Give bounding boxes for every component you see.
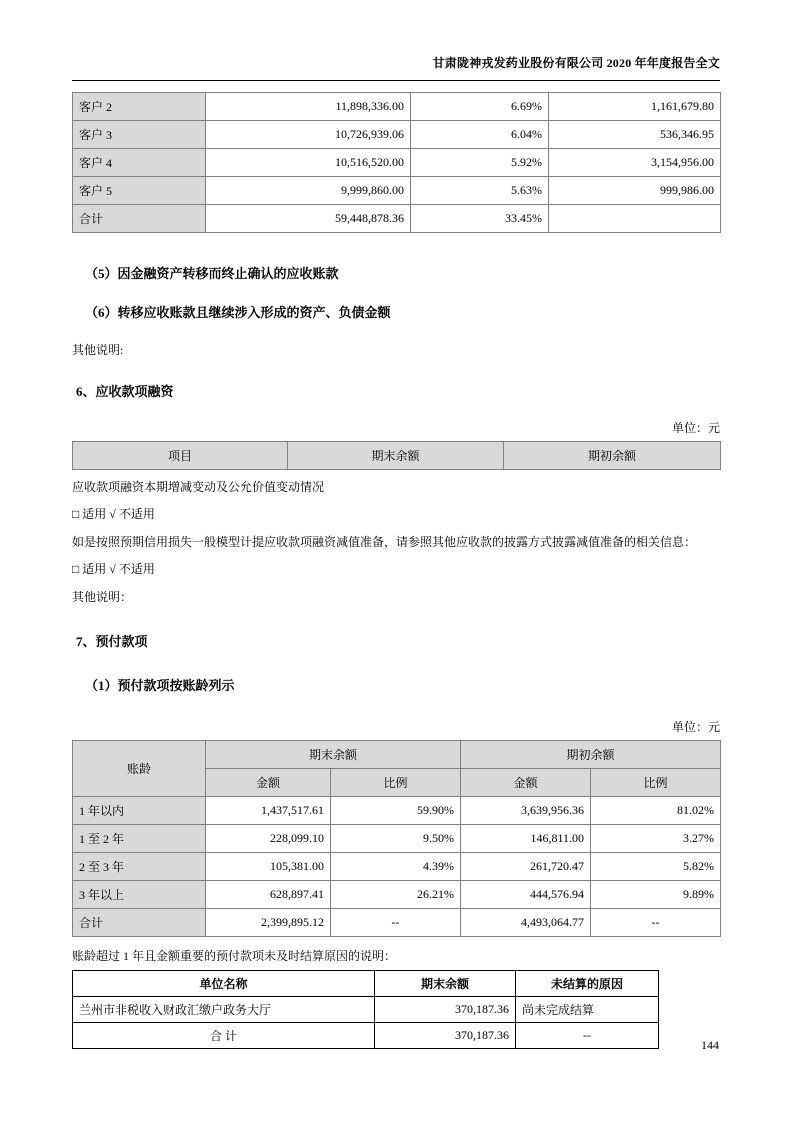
ratio-cell: 81.02% — [591, 796, 721, 824]
amount-cell: 105,381.00 — [206, 852, 331, 880]
age-bucket-cell: 2 至 3 年 — [73, 852, 206, 880]
document-header-title: 甘肃陇神戎发药业股份有限公司 2020 年年度报告全文 — [72, 54, 720, 81]
total-row — [73, 205, 721, 233]
table-row — [73, 796, 721, 824]
amount-cell: 370,187.36 — [375, 1022, 516, 1048]
age-bucket-cell: 3 年以上 — [73, 880, 206, 908]
receivables-financing-heading: 6、应收款项融资 — [76, 384, 174, 399]
provision-cell — [549, 205, 721, 233]
ratio-cell: 3.27% — [591, 824, 721, 852]
column-header-reason: 未结算的原因 — [516, 970, 659, 996]
ratio-cell: 59.90% — [331, 796, 461, 824]
section-6-heading: （6）转移应收账款且继续涉入形成的资产、负债金额 — [85, 305, 391, 320]
amount-cell: 2,399,895.12 — [206, 908, 331, 936]
amount-cell: 4,493,064.77 — [461, 908, 591, 936]
amount-cell: 628,897.41 — [206, 880, 331, 908]
ratio-cell: -- — [591, 908, 721, 936]
other-notes-label: 其他说明: — [72, 343, 124, 357]
ratio-cell: 26.21% — [331, 880, 461, 908]
ratio-cell: 9.50% — [331, 824, 461, 852]
entity-name-cell: 兰州市非税收入财政汇缴户政务大厅 — [73, 996, 375, 1022]
amount-cell: 370,187.36 — [375, 996, 516, 1022]
column-header-ratio: 比例 — [331, 768, 461, 796]
table-row — [73, 880, 721, 908]
unit-label: 单位：元 — [671, 719, 720, 734]
customer-name-cell: 客户 2 — [73, 93, 206, 121]
amount-cell: 11,898,336.00 — [206, 93, 411, 121]
ratio-cell: -- — [331, 908, 461, 936]
total-label-cell: 合计 — [73, 908, 206, 936]
age-bucket-cell: 1 至 2 年 — [73, 824, 206, 852]
ratio-cell: 9.89% — [591, 880, 721, 908]
column-header-amount: 金额 — [461, 768, 591, 796]
table-row — [73, 852, 721, 880]
customer-name-cell: 客户 3 — [73, 121, 206, 149]
ratio-cell: 5.63% — [411, 177, 549, 205]
prepayments-heading: 7、预付款项 — [76, 633, 148, 649]
unit-label: 单位：元 — [671, 421, 720, 435]
customer-concentration-table — [72, 92, 721, 233]
overdue-prepayments-table — [72, 970, 659, 1049]
column-header-period-end: 期末余额 — [288, 442, 504, 470]
provision-cell: 999,986.00 — [549, 177, 721, 205]
table-row — [73, 996, 659, 1022]
section-5-heading: （5）因金融资产转移而终止确认的应收账款 — [85, 266, 339, 281]
financing-change-note: 应收款项融资本期增减变动及公允价值变动情况 — [72, 480, 325, 494]
amount-cell: 59,448,878.36 — [206, 205, 411, 233]
ratio-cell: 6.04% — [411, 121, 549, 149]
page-content — [72, 0, 720, 1049]
overdue-prepayments-note: 账龄超过 1 年且金额重要的预付款项未及时结算原因的说明： — [72, 948, 397, 963]
column-header-ratio: 比例 — [591, 768, 721, 796]
impairment-model-note: 如是按照预期信用损失一般模型计提应收款项融资减值准备，请参照其他应收款的披露方式披露减值准备的相关信息： — [72, 534, 697, 549]
table-row — [73, 824, 721, 852]
column-header-period-end: 期末余额 — [375, 970, 516, 996]
column-header-amount: 金额 — [206, 768, 331, 796]
ratio-cell: 5.82% — [591, 852, 721, 880]
applicability-line: □ 适用 √ 不适用 — [72, 562, 155, 577]
column-header-period-begin: 期初余额 — [461, 740, 721, 768]
amount-cell: 10,516,520.00 — [206, 149, 411, 177]
table-row — [73, 93, 721, 121]
customer-name-cell: 客户 5 — [73, 177, 206, 205]
amount-cell: 444,576.94 — [461, 880, 591, 908]
header-row — [73, 970, 659, 996]
header-row — [73, 442, 721, 470]
column-header-entity-name: 单位名称 — [73, 970, 375, 996]
table-row — [73, 149, 721, 177]
table-row — [73, 121, 721, 149]
column-header-item: 项目 — [73, 442, 288, 470]
amount-cell: 261,720.47 — [461, 852, 591, 880]
amount-cell: 1,437,517.61 — [206, 796, 331, 824]
applicability-line: □ 适用 √ 不适用 — [72, 507, 155, 522]
customer-name-cell: 客户 4 — [73, 149, 206, 177]
column-header-age: 账龄 — [73, 740, 206, 796]
reason-cell: -- — [516, 1022, 659, 1048]
prepayments-aging-table — [72, 740, 721, 937]
table-row — [73, 177, 721, 205]
provision-cell: 3,154,956.00 — [549, 149, 721, 177]
ratio-cell: 33.45% — [411, 205, 549, 233]
total-row — [73, 908, 721, 936]
total-label-cell: 合 计 — [73, 1022, 375, 1048]
amount-cell: 228,099.10 — [206, 824, 331, 852]
total-row — [73, 1022, 659, 1048]
provision-cell: 1,161,679.80 — [549, 93, 721, 121]
amount-cell: 10,726,939.06 — [206, 121, 411, 149]
other-notes-label: 其他说明： — [72, 589, 133, 604]
provision-cell: 536,346.95 — [549, 121, 721, 149]
ratio-cell: 5.92% — [411, 149, 549, 177]
header-row — [73, 740, 721, 768]
ratio-cell: 6.69% — [411, 93, 549, 121]
total-label-cell: 合计 — [73, 205, 206, 233]
reason-cell: 尚未完成结算 — [516, 996, 659, 1022]
amount-cell: 146,811.00 — [461, 824, 591, 852]
page-number: 144 — [701, 1038, 719, 1052]
age-bucket-cell: 1 年以内 — [73, 796, 206, 824]
amount-cell: 9,999,860.00 — [206, 177, 411, 205]
column-header-period-end: 期末余额 — [206, 740, 461, 768]
ratio-cell: 4.39% — [331, 852, 461, 880]
amount-cell: 3,639,956.36 — [461, 796, 591, 824]
prepayments-aging-subheading: （1）预付款项按账龄列示 — [85, 677, 235, 693]
column-header-period-begin: 期初余额 — [504, 442, 721, 470]
receivables-financing-table — [72, 441, 721, 470]
